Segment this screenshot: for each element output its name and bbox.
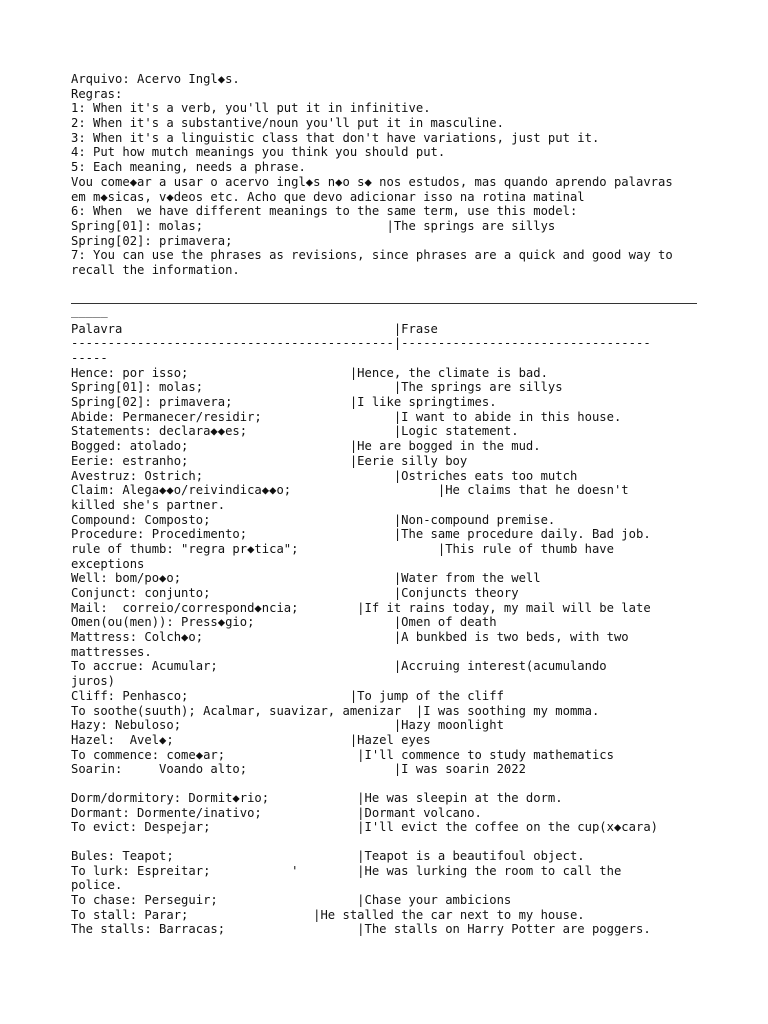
table-row: Cliff: Penhasco; |To jump of the cliff [71, 688, 504, 703]
table-row: Mail: correio/correspond◆ncia; |If it rains today, my mail will be late [71, 600, 651, 615]
header-block [71, 72, 701, 278]
table-row: killed she's partner. [71, 497, 226, 512]
table-row: mattresses. [71, 644, 152, 659]
rule-4: 4: Put how mutch meanings you think you should put. [71, 145, 446, 160]
table-row: Omen(ou(men)): Press◆gio; |Omen of death [71, 615, 497, 630]
rule-5: 5: Each meaning, needs a phrase. [71, 160, 306, 175]
note-line-1: Vou come◆ar a usar o acervo ingl◆s n◆o s◆ nos estudos, mas quando aprendo palavras [71, 174, 673, 189]
table-row: To commence: come◆ar; |I'll commence to study mathematics [71, 747, 614, 762]
table-row: Bogged: atolado; |He are bogged in the mud. [71, 439, 541, 454]
rule-7-cont: recall the information. [71, 262, 240, 277]
document-page [71, 72, 701, 937]
table-row: juros) [71, 674, 116, 689]
table-separator: --------------------------------------------|---------------------------------- [71, 336, 651, 351]
rule-3: 3: When it's a linguistic class that don't have variations, just put it. [71, 130, 600, 145]
table-row: To stall: Parar; |He stalled the car next to my house. [71, 907, 585, 922]
table-row: Spring[02]: primavera; |I like springtimes. [71, 395, 497, 410]
table-row: Well: bom/po◆o; |Water from the well [71, 571, 541, 586]
table-row: exceptions [71, 556, 145, 571]
model-example-1: Spring[01]: molas; |The springs are sillys [71, 218, 556, 233]
rule-1: 1: When it's a verb, you'll put it in infinitive. [71, 101, 431, 116]
table-header: Palavra |Frase [71, 321, 438, 336]
table-separator-tail: ----- [71, 351, 108, 365]
table-row: To accrue: Acumular; |Accruing interest(acumulando [71, 659, 607, 674]
table-row: The stalls: Barracas; |The stalls on Harry Potter are poggers. [71, 922, 651, 937]
rule-7: 7: You can use the phrases as revisions, since phrases are a quick and good way to [71, 248, 673, 263]
note-line-2: em m◆sicas, v◆deos etc. Acho que devo adicionar isso na rotina matinal [71, 189, 585, 204]
table-row: Abide: Permanecer/residir; |I want to abide in this house. [71, 409, 622, 424]
table-row: police. [71, 878, 123, 893]
table-row: Dorm/dormitory: Dormit◆rio; |He was sleepin at the dorm. [71, 790, 563, 805]
table-row: To chase: Perseguir; |Chase your ambicions [71, 893, 512, 908]
table-row: To evict: Despejar; |I'll evict the coffee on the cup(x◆cara) [71, 820, 658, 835]
table-row: Bules: Teapot; |Teapot is a beautifoul object. [71, 849, 585, 863]
table-row: Avestruz: Ostrich; |Ostriches eats too mutch [71, 468, 578, 483]
rule-2: 2: When it's a substantive/noun you'll put it in masculine. [71, 116, 504, 131]
rules-heading: Regras: [71, 86, 123, 101]
vocab-table [71, 322, 701, 938]
model-example-2: Spring[02]: primavera; [71, 233, 233, 248]
table-row: Eerie: estranho; |Eerie silly boy [71, 453, 468, 468]
rule-tail: _____ [71, 303, 108, 318]
table-row: Hazel: Avel◆; |Hazel eyes [71, 732, 431, 747]
table-row: rule of thumb: "regra pr◆tica"; |This rule of thumb have [71, 541, 614, 556]
table-row: Mattress: Colch◆o; |A bunkbed is two beds, with two [71, 630, 629, 645]
table-row: Hence: por isso; |Hence, the climate is bad. [71, 365, 548, 380]
table-row: Statements: declara◆◆es; |Logic statement. [71, 424, 519, 439]
table-row: Procedure: Procedimento; |The same procedure daily. Bad job. [71, 527, 651, 542]
rule-6: 6: When we have different meanings to the same term, use this model: [71, 204, 578, 219]
table-row: Dormant: Dormente/inativo; |Dormant volcano. [71, 805, 482, 820]
table-row: Conjunct: conjunto; |Conjuncts theory [71, 586, 519, 600]
table-row: To lurk: Espreitar; ' |He was lurking the room to call the [71, 863, 622, 878]
table-row: Spring[01]: molas; |The springs are sillys [71, 380, 563, 395]
file-title: Arquivo: Acervo Ingl◆s. [71, 72, 240, 86]
table-row: Soarin: Voando alto; |I was soarin 2022 [71, 762, 526, 777]
table-row: To soothe(suuth); Acalmar, suavizar, amenizar |I was soothing my momma. [71, 703, 600, 718]
table-row: Compound: Composto; |Non-compound premise. [71, 512, 556, 527]
table-row: Hazy: Nebuloso; |Hazy moonlight [71, 718, 504, 733]
table-row: Claim: Alega◆◆o/reivindica◆◆o; |He claims that he doesn't [71, 483, 629, 498]
